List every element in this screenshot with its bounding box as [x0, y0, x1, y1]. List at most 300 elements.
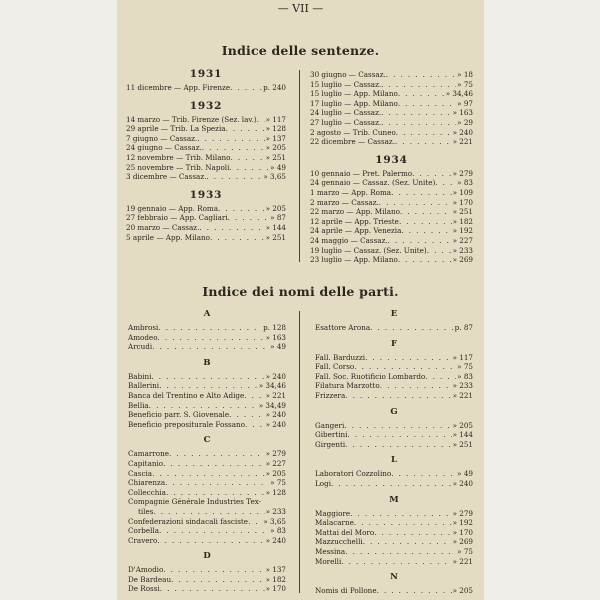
page-reference: » 233 — [452, 381, 473, 391]
dot-leader — [160, 584, 265, 594]
page-reference: » 227 — [265, 458, 286, 468]
dot-leader — [381, 80, 456, 90]
page-reference: » 3,65 — [263, 172, 286, 182]
index-entry-line — [128, 497, 286, 507]
parti-right-column — [315, 309, 473, 596]
dot-leader — [425, 372, 456, 382]
letter-heading: M — [389, 494, 399, 505]
dot-leader — [206, 172, 262, 182]
letter-heading: B — [203, 357, 211, 368]
page-reference: » 128 — [265, 124, 286, 134]
dot-leader — [391, 469, 456, 479]
dot-leader — [398, 255, 452, 265]
year-heading: 1933 — [189, 188, 223, 201]
dot-leader — [350, 509, 451, 519]
index-entry — [315, 381, 473, 391]
index-entry — [128, 507, 286, 517]
index-entry — [128, 517, 286, 527]
page-reference: » 240 — [265, 419, 286, 429]
entry-text: 24 maggio — Cassaz. — [310, 235, 388, 245]
dot-leader — [166, 488, 265, 498]
entry-text: Logi — [315, 478, 331, 488]
entry-text: Banca del Trentino e Alto Adige — [128, 390, 245, 400]
index-entry — [310, 236, 473, 246]
index-entry — [128, 323, 286, 333]
entry-text: 30 giugno — Cassaz. — [310, 70, 386, 79]
entry-text: Girgenti — [315, 439, 346, 449]
dot-leader — [158, 333, 265, 343]
dot-leader — [149, 401, 258, 411]
page-reference: » 87 — [270, 213, 286, 223]
page-reference: » 83 — [457, 178, 473, 188]
page-reference: » 170 — [452, 197, 473, 207]
index-entry — [310, 118, 473, 128]
page-reference: » 240 — [452, 478, 473, 488]
entry-text: tiles — [138, 506, 154, 516]
page-reference: » 83 — [457, 371, 473, 381]
index-entry — [128, 478, 286, 488]
entry-text: 24 luglio — Cassaz. — [310, 108, 382, 118]
dot-leader — [427, 246, 452, 256]
entry-text: Camarrone — [128, 449, 169, 459]
entry-text: D'Amodio — [128, 565, 164, 575]
index-entry — [310, 198, 473, 208]
index-entry — [128, 372, 286, 382]
index-entry — [128, 342, 286, 352]
entry-text: 19 gennaio — App. Roma — [126, 203, 219, 213]
entry-text: Malacarne — [315, 518, 354, 528]
entry-text: Filatura Marzotto — [315, 381, 380, 391]
page-reference: » 144 — [452, 430, 473, 440]
index-entry — [310, 80, 473, 90]
dot-leader — [159, 526, 269, 536]
entry-text: Mazzucchelli — [315, 537, 363, 547]
entry-text: Collecchia — [128, 487, 166, 497]
index-entry — [126, 153, 286, 163]
entry-text: Frizzera — [315, 390, 346, 400]
dot-leader — [244, 391, 264, 401]
index-entry — [315, 323, 473, 333]
entry-text: 3 dicembre — Cassaz. — [126, 172, 207, 182]
page-reference: » 144 — [265, 222, 286, 232]
entry-text: Esattore Arona — [315, 323, 371, 332]
dot-leader — [401, 226, 451, 236]
page-reference: » 279 — [452, 508, 473, 518]
dot-leader — [199, 223, 264, 233]
entry-text: 22 marzo — App. Milano — [310, 207, 400, 217]
year-heading: 1934 — [375, 153, 408, 166]
page-reference: » 221 — [452, 556, 473, 566]
index-entry — [310, 169, 473, 179]
dot-leader — [230, 83, 262, 93]
index-entry — [128, 449, 286, 459]
page-reference: » 128 — [265, 487, 286, 497]
entry-text: 15 luglio — App. Milano — [310, 89, 398, 99]
index-entry — [126, 83, 286, 93]
index-entry — [315, 430, 473, 440]
entry-text: Fall. Corso — [315, 362, 355, 372]
page-reference: » 49 — [270, 342, 286, 352]
entry-text: Chiarenza — [128, 478, 166, 488]
dot-leader — [354, 362, 456, 372]
entry-text: Fall. Soc. Ruotificio Lombardo — [315, 371, 426, 381]
dot-leader — [354, 518, 452, 528]
entry-text: 1 marzo — App. Roma — [310, 187, 392, 197]
page-reference: » 3,65 — [263, 516, 286, 526]
dot-leader — [159, 381, 258, 391]
entry-text: Fall. Barduzzi — [315, 352, 366, 362]
page-reference: » 192 — [452, 226, 473, 236]
page-reference: » 34,46 — [445, 89, 473, 99]
index-entry — [126, 163, 286, 173]
dot-leader — [218, 204, 265, 214]
index-entry — [128, 536, 286, 546]
index-entry — [310, 70, 473, 80]
page-reference: p. 128 — [263, 323, 286, 332]
dot-leader — [347, 430, 451, 440]
page-reference: » 163 — [265, 332, 286, 342]
index-entry — [128, 401, 286, 411]
entry-text: 2 agosto — Trib. Cuneo — [310, 127, 396, 137]
entry-text: 20 marzo — Cassaz. — [126, 222, 200, 232]
dot-leader — [153, 507, 264, 517]
dot-leader — [398, 89, 445, 99]
index-entry — [126, 124, 286, 134]
index-entry — [315, 353, 473, 363]
page-reference: » 205 — [452, 420, 473, 430]
column-divider — [299, 311, 300, 593]
index-entry — [315, 469, 473, 479]
dot-leader — [245, 420, 265, 430]
parti-title: Indice dei nomi delle parti. — [202, 284, 399, 299]
page-reference: » 18 — [457, 70, 473, 79]
index-entry — [315, 537, 473, 547]
letter-heading: D — [203, 551, 211, 562]
index-entry — [126, 134, 286, 144]
entry-text: Ballerini — [128, 381, 160, 391]
sentenze-left-column — [126, 68, 286, 242]
page-reference: » 240 — [265, 410, 286, 420]
dot-leader — [345, 440, 451, 450]
dot-leader — [398, 99, 456, 109]
page-reference: » 75 — [457, 546, 473, 556]
page-reference: » 117 — [452, 352, 473, 362]
index-entry — [310, 188, 473, 198]
page-reference: » 269 — [452, 255, 473, 265]
index-entry — [128, 488, 286, 498]
dot-leader — [151, 372, 264, 382]
dot-leader — [257, 115, 265, 125]
page-reference: » 34,46 — [258, 381, 286, 391]
entry-text: De Rossi — [128, 584, 160, 594]
letter-heading: G — [390, 406, 398, 417]
index-entry — [128, 575, 286, 585]
page-reference: p. 240 — [263, 83, 286, 92]
index-entry — [310, 128, 473, 138]
sentenze-title: Indice delle sentenze. — [221, 43, 380, 58]
dot-leader — [229, 410, 265, 420]
entry-text: 11 dicembre — App. Firenze — [126, 83, 231, 92]
dot-leader — [345, 547, 456, 557]
entry-text: Mattai del Moro — [315, 527, 375, 537]
page-reference: » 221 — [452, 137, 473, 147]
index-entry — [310, 207, 473, 217]
page-reference: » 251 — [265, 232, 286, 242]
index-entry — [128, 565, 286, 575]
index-entry — [310, 217, 473, 227]
entry-text: 24 giugno — Cassaz. — [126, 143, 202, 153]
dot-leader — [374, 528, 451, 538]
index-entry — [315, 391, 473, 401]
index-entry — [128, 469, 286, 479]
dot-leader — [157, 536, 264, 546]
page-reference: » 49 — [457, 469, 473, 479]
dot-leader — [229, 163, 269, 173]
page-reference: » 83 — [270, 526, 286, 536]
page-reference: » 192 — [452, 518, 473, 528]
index-entry — [315, 518, 473, 528]
dot-leader — [388, 236, 452, 246]
page-number-header: — VII — — [277, 2, 324, 15]
entry-text: 27 luglio — Cassaz. — [310, 117, 382, 127]
index-entry — [310, 226, 473, 236]
index-entry — [315, 362, 473, 372]
index-entry — [315, 586, 473, 596]
index-entry — [315, 509, 473, 519]
page-reference: » 182 — [265, 574, 286, 584]
dot-leader — [370, 323, 454, 333]
dot-leader — [202, 143, 265, 153]
entry-text: Amodeo — [128, 332, 158, 342]
dot-leader — [158, 323, 262, 333]
page-reference: » 75 — [270, 478, 286, 488]
letter-heading: F — [390, 338, 398, 349]
index-entry — [315, 479, 473, 489]
dot-leader — [412, 169, 451, 179]
dot-leader — [248, 517, 262, 527]
index-entry — [310, 178, 473, 188]
page-reference: » 221 — [265, 390, 286, 400]
dot-leader — [386, 70, 456, 80]
letter-heading: L — [391, 455, 397, 466]
index-entry — [128, 584, 286, 594]
dot-leader — [169, 449, 265, 459]
index-entry — [310, 108, 473, 118]
letter-heading: C — [203, 435, 211, 446]
letter-heading: E — [390, 309, 398, 319]
index-entry — [126, 223, 286, 233]
page-reference: » 279 — [265, 449, 286, 459]
page-reference: » 233 — [452, 245, 473, 255]
entry-text: Maggiore — [315, 508, 351, 518]
page-reference: » 182 — [452, 216, 473, 226]
page-reference: » 205 — [265, 203, 286, 213]
page-reference: » 109 — [452, 187, 473, 197]
dot-leader — [399, 217, 452, 227]
dot-leader — [163, 459, 264, 469]
dot-leader — [210, 233, 265, 243]
index-entry — [310, 246, 473, 256]
entry-text: Laboratori Cozzolino — [315, 469, 392, 479]
page-reference: » 240 — [265, 535, 286, 545]
page-reference: » 170 — [452, 527, 473, 537]
entry-text: 2 marzo — Cassaz. — [310, 197, 379, 207]
entry-text: 24 gennaio — Cassaz. (Sez. Unite) — [310, 178, 436, 188]
entry-text: 17 luglio — App. Milano — [310, 98, 398, 108]
entry-text: Cascia — [128, 468, 153, 478]
year-heading: 1932 — [189, 99, 223, 112]
page-reference: » 75 — [457, 362, 473, 372]
entry-text: 12 aprile — App. Trieste — [310, 216, 399, 226]
entry-text: Compagnie Générale Industries Tex- — [128, 497, 262, 507]
entry-text: 23 luglio — App. Milano — [310, 255, 398, 265]
entry-text: 29 aprile — Trib. La Spezia — [126, 124, 226, 134]
dot-leader — [197, 134, 264, 144]
year-heading: 1931 — [189, 68, 223, 80]
index-entry — [315, 372, 473, 382]
page-reference: » 97 — [457, 98, 473, 108]
entry-text: 19 luglio — Cassaz. (Sez. Unite) — [310, 245, 427, 255]
page-reference: » 233 — [265, 506, 286, 516]
page-reference: » 205 — [265, 143, 286, 153]
entry-text: Confederazioni sindacali fasciste — [128, 516, 249, 526]
column-divider — [299, 70, 300, 262]
entry-text: 10 gennaio — Pret. Palermo — [310, 168, 413, 178]
parti-left-column — [128, 309, 286, 594]
entry-text: Gangeri — [315, 420, 345, 430]
index-entry — [126, 213, 286, 223]
dot-leader — [331, 479, 452, 489]
entry-text: 5 aprile — App. Milano — [126, 232, 210, 242]
entry-text: 25 novembre — Trib. Napoli — [126, 162, 230, 172]
index-entry — [315, 547, 473, 557]
index-entry — [126, 172, 286, 182]
letter-heading: A — [203, 309, 211, 319]
index-entry — [315, 421, 473, 431]
index-entry — [128, 526, 286, 536]
dot-leader — [226, 124, 265, 134]
page-reference: » 75 — [457, 79, 473, 89]
index-entry — [310, 255, 473, 265]
dot-leader — [228, 213, 270, 223]
page-reference: » 205 — [265, 468, 286, 478]
dot-leader — [381, 118, 456, 128]
index-entry — [126, 204, 286, 214]
entry-text: 15 luglio — Cassaz. — [310, 79, 382, 89]
dot-leader — [380, 381, 452, 391]
page-reference: » 251 — [452, 207, 473, 217]
entry-text: Capitanio — [128, 458, 164, 468]
index-entry — [128, 459, 286, 469]
dot-leader — [381, 108, 451, 118]
page-reference: » 34,49 — [258, 400, 286, 410]
page-reference: p. 87 — [454, 323, 473, 332]
dot-leader — [379, 198, 452, 208]
dot-leader — [365, 353, 452, 363]
dot-leader — [377, 586, 452, 596]
entry-text: 22 dicembre — Cassaz. — [310, 137, 395, 147]
index-entry — [128, 420, 286, 430]
index-entry — [126, 233, 286, 243]
index-entry — [126, 115, 286, 125]
page-reference: » 29 — [457, 117, 473, 127]
dot-leader — [171, 575, 265, 585]
entry-text: De Bardeau — [128, 574, 172, 584]
entry-text: Corbella — [128, 526, 159, 536]
entry-text: 7 giugno — Cassaz. — [126, 133, 198, 143]
dot-leader — [435, 178, 456, 188]
entry-text: Cravero — [128, 535, 158, 545]
page-reference: » 251 — [452, 439, 473, 449]
entry-text: Ambrosi — [128, 323, 159, 332]
entry-text: Morelli — [315, 556, 342, 566]
page-reference: » 240 — [452, 127, 473, 137]
page-reference: » 137 — [265, 565, 286, 575]
entry-text: Bellia — [128, 400, 149, 410]
index-entry — [128, 391, 286, 401]
page-reference: » 227 — [452, 235, 473, 245]
dot-leader — [152, 469, 265, 479]
dot-leader — [230, 153, 264, 163]
dot-leader — [395, 137, 452, 147]
entry-text: Gibertini — [315, 430, 348, 440]
index-entry — [315, 440, 473, 450]
page-reference: » 251 — [265, 152, 286, 162]
page-reference: » 49 — [270, 162, 286, 172]
dot-leader — [341, 557, 451, 567]
page-reference: » 279 — [452, 168, 473, 178]
index-entry — [315, 557, 473, 567]
index-entry — [128, 333, 286, 343]
entry-text: 27 febbraio — App. Cagliari — [126, 213, 228, 223]
dot-leader — [344, 421, 451, 431]
entry-text: Messina — [315, 546, 346, 556]
entry-text: Nomis di Pollone — [315, 586, 377, 596]
page-reference: » 163 — [452, 108, 473, 118]
dot-leader — [396, 128, 452, 138]
page-reference: » 137 — [265, 133, 286, 143]
dot-leader — [163, 565, 264, 575]
page-reference: » 221 — [452, 390, 473, 400]
dot-leader — [363, 537, 452, 547]
index-entry — [128, 410, 286, 420]
dot-leader — [391, 188, 452, 198]
page-reference: » 240 — [265, 371, 286, 381]
entry-text: 14 marzo — Trib. Firenze (Sez. lav.) — [126, 114, 257, 124]
dot-leader — [345, 391, 451, 401]
index-entry — [126, 143, 286, 153]
sentenze-right-column — [310, 70, 473, 265]
index-entry — [310, 89, 473, 99]
document-page — [117, 0, 484, 600]
letter-heading: N — [390, 572, 398, 583]
page-reference: » 117 — [265, 114, 286, 124]
page-reference: » 170 — [265, 584, 286, 594]
entry-text: Beneficio parr. S. Giovenale — [128, 410, 230, 420]
page-reference: » 269 — [452, 537, 473, 547]
index-entry — [310, 99, 473, 109]
index-entry — [128, 381, 286, 391]
entry-text: Arcudi — [128, 342, 153, 352]
dot-leader — [400, 207, 452, 217]
entry-text: 24 aprile — App. Venezia — [310, 226, 402, 236]
entry-text: Babini — [128, 371, 152, 381]
entry-text: Beneficio prepositurale Fossano — [128, 419, 245, 429]
entry-text: 12 novembre — Trib. Milano — [126, 152, 231, 162]
index-entry — [315, 528, 473, 538]
page-reference: » 205 — [452, 586, 473, 596]
dot-leader — [165, 478, 269, 488]
